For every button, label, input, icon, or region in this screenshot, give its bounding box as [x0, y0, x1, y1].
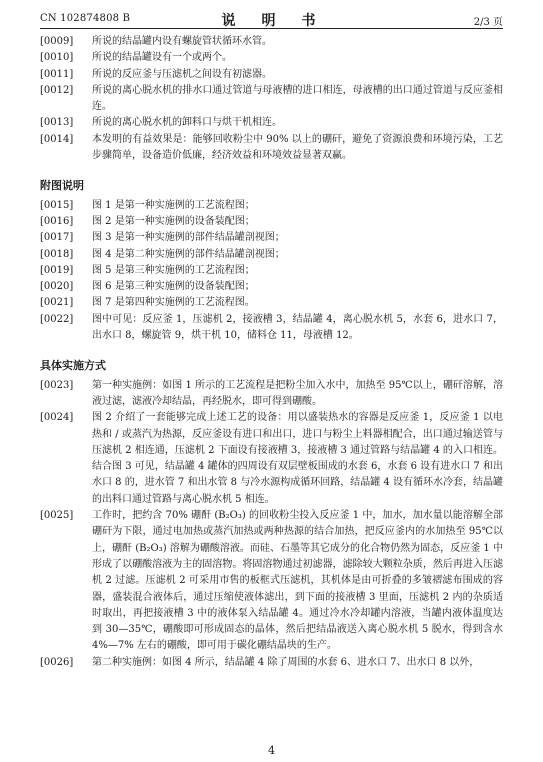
paragraph-text: 第一种实施例：如图 1 所示的工艺流程是把粉尘加入水中，加热至 95℃以上，硼矸溶解，溶液过滤，滤液冷却结晶，再经脱水，即可得到硼酸。 [92, 379, 503, 407]
paragraph-text: 第二种实施例：如图 4 所示，结晶罐 4 除了周围的水套 6、进水口 7、出水口 8 以外， [92, 656, 480, 668]
page-header [40, 10, 503, 28]
paragraph [40, 378, 503, 411]
paragraph-text: 图 1 是第一种实施例的工艺流程图； [92, 199, 255, 211]
paragraph-number: [0025] [40, 510, 74, 522]
paragraph-number: [0018] [40, 248, 74, 260]
paragraph-group-top [40, 34, 503, 164]
paragraph [40, 198, 503, 214]
paragraph-text: 所说的反应釜与压滤机之间设有初滤器。 [92, 68, 272, 80]
paragraph-number: [0011] [40, 68, 74, 80]
section-title-figures: 附图说明 [40, 179, 84, 193]
paragraph [40, 132, 503, 165]
paragraph-number: [0017] [40, 232, 74, 244]
paragraph-text: 图 5 是第三种实施例的工艺流程图； [92, 264, 255, 276]
paragraph-text: 工作时，把约含 70% 硼酐 (B₂O₃) 的回收粉尘投入反应釜 1 中，加水，加水量以能溶解全部硼矸为下限，通过电加热或蒸汽加热或两种热源的结合加热，把反应釜内的水加热至 95℃以上，硼酐 (B₂O₃) 溶解为硼酸溶液。而硅、石墨等其它成分的化合物仍然为固态，反应釜 1 中形成了以硼酸溶液为主的固溶物。将固溶物通过初滤器，滤除较大颗粒杂质，然后再进入压滤机 2 过滤。压滤机 2 可采用市售的板框式压滤机，其机体是由可折叠的多皱褶滤布围成的容器，盛装混合液体后，通过压缩使液体滤出，到下面的接液槽 3 里面，压滤机 2 内的杂质适时取出，再把接液槽 3 中的液体泵入结晶罐 4。通过冷水冷却罐内溶液，当罐内液体温度达到 30—35℃，硼酸即可形成固态的晶体，然后把结晶液送入离心脱水机 5 脱水，得到含水 4%—7% 左右的硼酸，即可用于碳化硼结晶块的生产。 [92, 510, 503, 652]
paragraph-group-figures [40, 198, 503, 345]
paragraph-number: [0015] [40, 199, 74, 211]
paragraph-text: 图 4 是第二种实施例的部件结晶罐剖视图； [92, 248, 285, 260]
paragraph-number: [0014] [40, 133, 74, 145]
document-body [40, 34, 503, 671]
page-indicator: 2/3 页 [473, 17, 503, 28]
section-title-embodiments: 具体实施方式 [40, 359, 106, 373]
document-title: 说 明 书 [221, 13, 322, 29]
paragraph-text: 图 2 是第一种实施例的设备装配图； [92, 215, 255, 227]
paragraph-text: 图中可见：反应釜 1，压滤机 2，接液槽 3，结晶罐 4，离心脱水机 5，水套 6，进水口 7，出水口 8，螺旋管 9，烘干机 10，储料仓 11，母液槽 12。 [92, 313, 503, 342]
paragraph-number: [0026] [40, 656, 74, 668]
paragraph-text: 所说的离心脱水机的卸料口与烘干机相连。 [92, 117, 282, 129]
paragraph [40, 214, 503, 230]
paragraph-text: 图 3 是第一种实施例的部件结晶罐剖视图； [92, 232, 285, 244]
paragraph-number: [0009] [40, 36, 74, 47]
paragraph [40, 655, 503, 671]
header-rule [40, 28, 503, 29]
paragraph [40, 34, 503, 50]
paragraph [40, 247, 503, 263]
paragraph-number: [0022] [40, 313, 74, 325]
paragraph-number: [0020] [40, 281, 74, 293]
paragraph-number: [0013] [40, 117, 74, 129]
paragraph-text: 所说的离心脱水机的排水口通过管道与母液槽的进口相连，母液槽的出口通过管道与反应釜相连。 [92, 84, 503, 113]
paragraph [40, 312, 503, 345]
paragraph [40, 115, 503, 131]
paragraph-number: [0010] [40, 52, 74, 64]
paragraph-text: 图 7 是第四种实施例的工艺流程图。 [92, 297, 255, 309]
paragraph-number: [0023] [40, 379, 74, 391]
paragraph-text: 本发明的有益效果是：能够回收粉尘中 90% 以上的硼矸，避免了资源浪费和环境污染，工艺步骤简单，设备造价低廉，经济效益和环境效益显著双赢。 [92, 133, 503, 162]
paragraph-number: [0019] [40, 264, 74, 276]
paragraph-group-embodiments [40, 378, 503, 671]
paragraph [40, 67, 503, 83]
paragraph-number: [0012] [40, 84, 74, 96]
paragraph [40, 263, 503, 279]
paragraph-text: 所说的结晶罐设有一个或两个。 [92, 52, 232, 64]
paragraph-text: 所说的结晶罐内设有螺旋管状循环水管。 [92, 36, 272, 47]
paragraph-number: [0024] [40, 412, 74, 424]
paragraph-text: 图 6 是第三种实施例的设备装配图； [92, 281, 255, 293]
paragraph [40, 508, 503, 655]
paragraph [40, 279, 503, 295]
patent-number: CN 102874808 B [40, 13, 131, 24]
paragraph-number: [0016] [40, 215, 74, 227]
paragraph [40, 410, 503, 508]
paragraph [40, 50, 503, 66]
paragraph-number: [0021] [40, 297, 74, 309]
paragraph-text: 图 2 介绍了一套能够完成上述工艺的设备：用以盛装热水的容器是反应釜 1，反应釜 1 以电热和 / 或蒸汽为热源，反应釜设有进口和出口，进口与粉尘上料器相配合，出口通过输送管与压滤机 2 相连通，压滤机 2 下面设有接液槽 3，接液槽 3 通过管路与结晶罐 4 的入口相连。结合图 3 可见，结晶罐 4 罐体的四周设有双层壁板围成的水套 6，水套 6 设有进水口 7 和出水口 8 的，进水管 7 和出水管 8 与冷水源构成循环回路，结晶罐 4 设有循环水冷套，结晶罐的出料口通过管路与离心脱水机 5 相连。 [92, 412, 503, 505]
paragraph [40, 295, 503, 311]
paragraph [40, 230, 503, 246]
paragraph [40, 83, 503, 116]
page-number: 4 [268, 744, 275, 757]
